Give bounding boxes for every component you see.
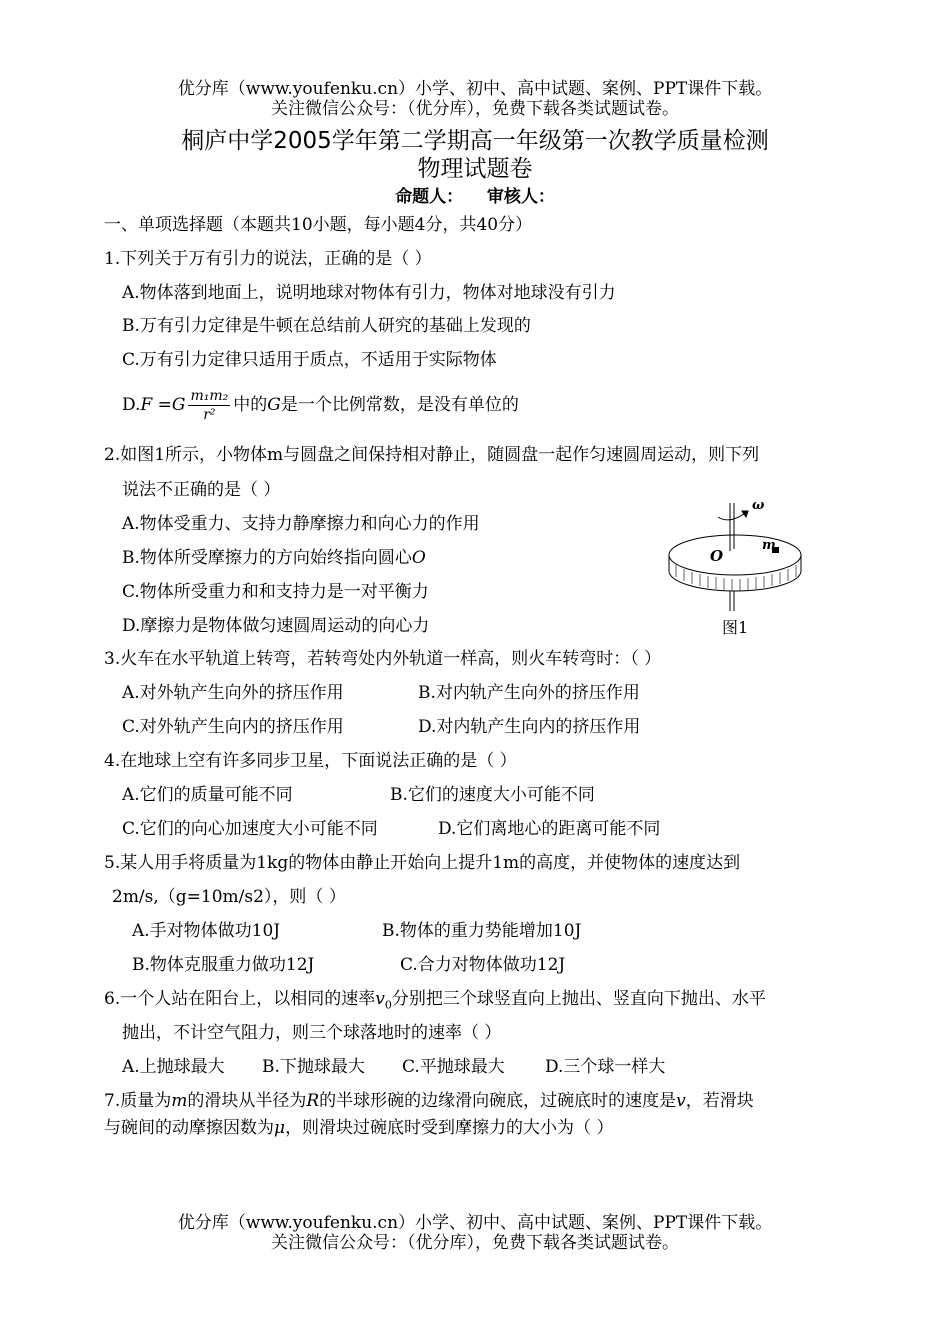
q6-option-d: D.三个球一样大 [545, 1057, 666, 1077]
q1-stem: 1.下列关于万有引力的说法，正确的是（ ） [104, 249, 432, 269]
q6-stem-line-1 [104, 988, 766, 1016]
q7-mu: μ [274, 1118, 286, 1138]
q6-stem-b: 分别把三个球竖直向上抛出、竖直向下抛出、水平 [391, 989, 766, 1009]
q1-d-lhs: F =G [140, 395, 186, 415]
section-heading: 一、单项选择题（本题共10小题，每小题4分，共40分） [104, 215, 533, 235]
disc-bottom-edge [669, 571, 801, 591]
footer-line-1: 优分库（www.youfenku.cn）小学、初中、高中试题、案例、PPT课件下载。 [177, 1213, 773, 1233]
q2-option-a: A.物体受重力、支持力静摩擦力和向心力的作用 [122, 514, 480, 534]
q7-l2b: ，则滑块过碗底时受到摩擦力的大小为（ ） [285, 1118, 614, 1138]
q5-stem-line-2: 2m/s,（g=10m/s2），则（ ） [112, 887, 346, 907]
q6-option-c: C.平抛球最大 [402, 1057, 505, 1077]
gravitation-fraction [188, 387, 230, 424]
q5-option-a: A.手对物体做功10J [132, 921, 281, 941]
q5-stem-line-1: 5.某人用手将质量为1kg的物体由静止开始向上提升1m的高度，并使物体的速度达到 [104, 853, 741, 873]
q6-v-subscript: 0 [384, 998, 392, 1012]
disc-top [669, 535, 801, 575]
q2-stem-line-1: 2.如图1所示，小物体m与圆盘之间保持相对静止，随圆盘一起作匀速圆周运动，则下列 [104, 445, 760, 465]
q7-s2: 的滑块从半径为 [187, 1091, 307, 1111]
q1-option-b: B.万有引力定律是牛顿在总结前人研究的基础上发现的 [122, 316, 531, 336]
q2-b-text: B.物体所受摩擦力的方向始终指向圆心 [122, 548, 412, 568]
q5-option-b: B.物体的重力势能增加10J [382, 921, 582, 941]
header-line-1: 优分库（www.youfenku.cn）小学、初中、高中试题、案例、PPT课件下载。 [177, 79, 773, 99]
header-line-2: 关注微信公众号：（优分库），免费下载各类试题试卷。 [271, 99, 679, 119]
figure-1-rotating-disc [660, 495, 810, 645]
q7-m: m [171, 1091, 188, 1111]
q3-option-a: A.对外轨产生向外的挤压作用 [122, 683, 344, 703]
q7-r: R [306, 1091, 320, 1111]
q7-s1: 7.质量为 [104, 1091, 172, 1111]
q7-l2a: 与碗间的动摩擦因数为 [104, 1118, 274, 1138]
q6-stem-a: 6.一个人站在阳台上，以相同的速率 [104, 989, 376, 1009]
q3-option-b: B.对内轨产生向外的挤压作用 [418, 683, 640, 703]
q6-option-a: A.上抛球最大 [122, 1057, 225, 1077]
authors-line: 命题人： 审核人： [395, 187, 555, 207]
exam-title: 桐庐中学2005学年第二学期高一年级第一次教学质量检测 [181, 128, 769, 154]
q5-option-d: C.合力对物体做功12J [400, 955, 566, 975]
fraction-numerator: m₁m₂ [190, 388, 229, 404]
q6-v: v [375, 989, 385, 1009]
footer-line-2: 关注微信公众号：（优分库），免费下载各类试题试卷。 [271, 1233, 679, 1253]
rotation-arrowhead [742, 511, 748, 517]
q1-d-prefix: D. [122, 395, 141, 415]
q1-d-suffix: 是一个比例常数，是没有单位的 [280, 395, 519, 415]
q2-option-b [122, 547, 426, 569]
q2-option-d: D.摩擦力是物体做匀速圆周运动的向心力 [122, 616, 430, 636]
figure-1-caption: 图1 [722, 618, 749, 637]
q7-stem-line-2 [104, 1117, 613, 1139]
q2-option-c: C.物体所受重力和和支持力是一对平衡力 [122, 582, 429, 602]
q7-s4: ，若滑块 [685, 1091, 754, 1111]
mass-label: m [762, 538, 776, 553]
q3-stem: 3.火车在水平轨道上转弯，若转弯处内外轨道一样高，则火车转弯时：（ ） [104, 649, 662, 669]
q1-d-g: G [267, 395, 281, 415]
q2-stem-line-2: 说法不正确的是（ ） [122, 480, 281, 500]
q3-option-d: D.对内轨产生向内的挤压作用 [418, 717, 641, 737]
q1-option-a: A.物体落到地面上，说明地球对物体有引力，物体对地球没有引力 [122, 283, 616, 303]
q4-option-d: D.它们离地心的距离可能不同 [438, 819, 661, 839]
exam-subtitle: 物理试题卷 [417, 156, 533, 182]
q7-s3: 的半球形碗的边缘滑向碗底，过碗底时的速度是 [319, 1091, 677, 1111]
q7-stem-line-1 [104, 1090, 754, 1112]
q4-option-c: C.它们的向心加速度大小可能不同 [122, 819, 378, 839]
q7-v: v [676, 1091, 686, 1111]
q1-option-d [122, 385, 519, 425]
omega-label: ω [752, 498, 765, 513]
fraction-denominator: r² [203, 407, 216, 423]
q2-b-o: O [411, 548, 426, 568]
q1-option-c: C.万有引力定律只适用于质点，不适用于实际物体 [122, 350, 497, 370]
q6-option-b: B.下抛球最大 [262, 1057, 365, 1077]
q5-option-c: B.物体克服重力做功12J [132, 955, 315, 975]
q6-stem-line-2: 抛出，不计空气阻力，则三个球落地时的速率（ ） [122, 1023, 502, 1043]
q3-option-c: C.对外轨产生向内的挤压作用 [122, 717, 344, 737]
q4-stem: 4.在地球上空有许多同步卫星，下面说法正确的是（ ） [104, 751, 517, 771]
q4-option-a: A.它们的质量可能不同 [122, 785, 293, 805]
q1-d-mid: 中的 [233, 395, 268, 415]
q4-option-b: B.它们的速度大小可能不同 [390, 785, 595, 805]
center-o-label: O [710, 547, 724, 565]
